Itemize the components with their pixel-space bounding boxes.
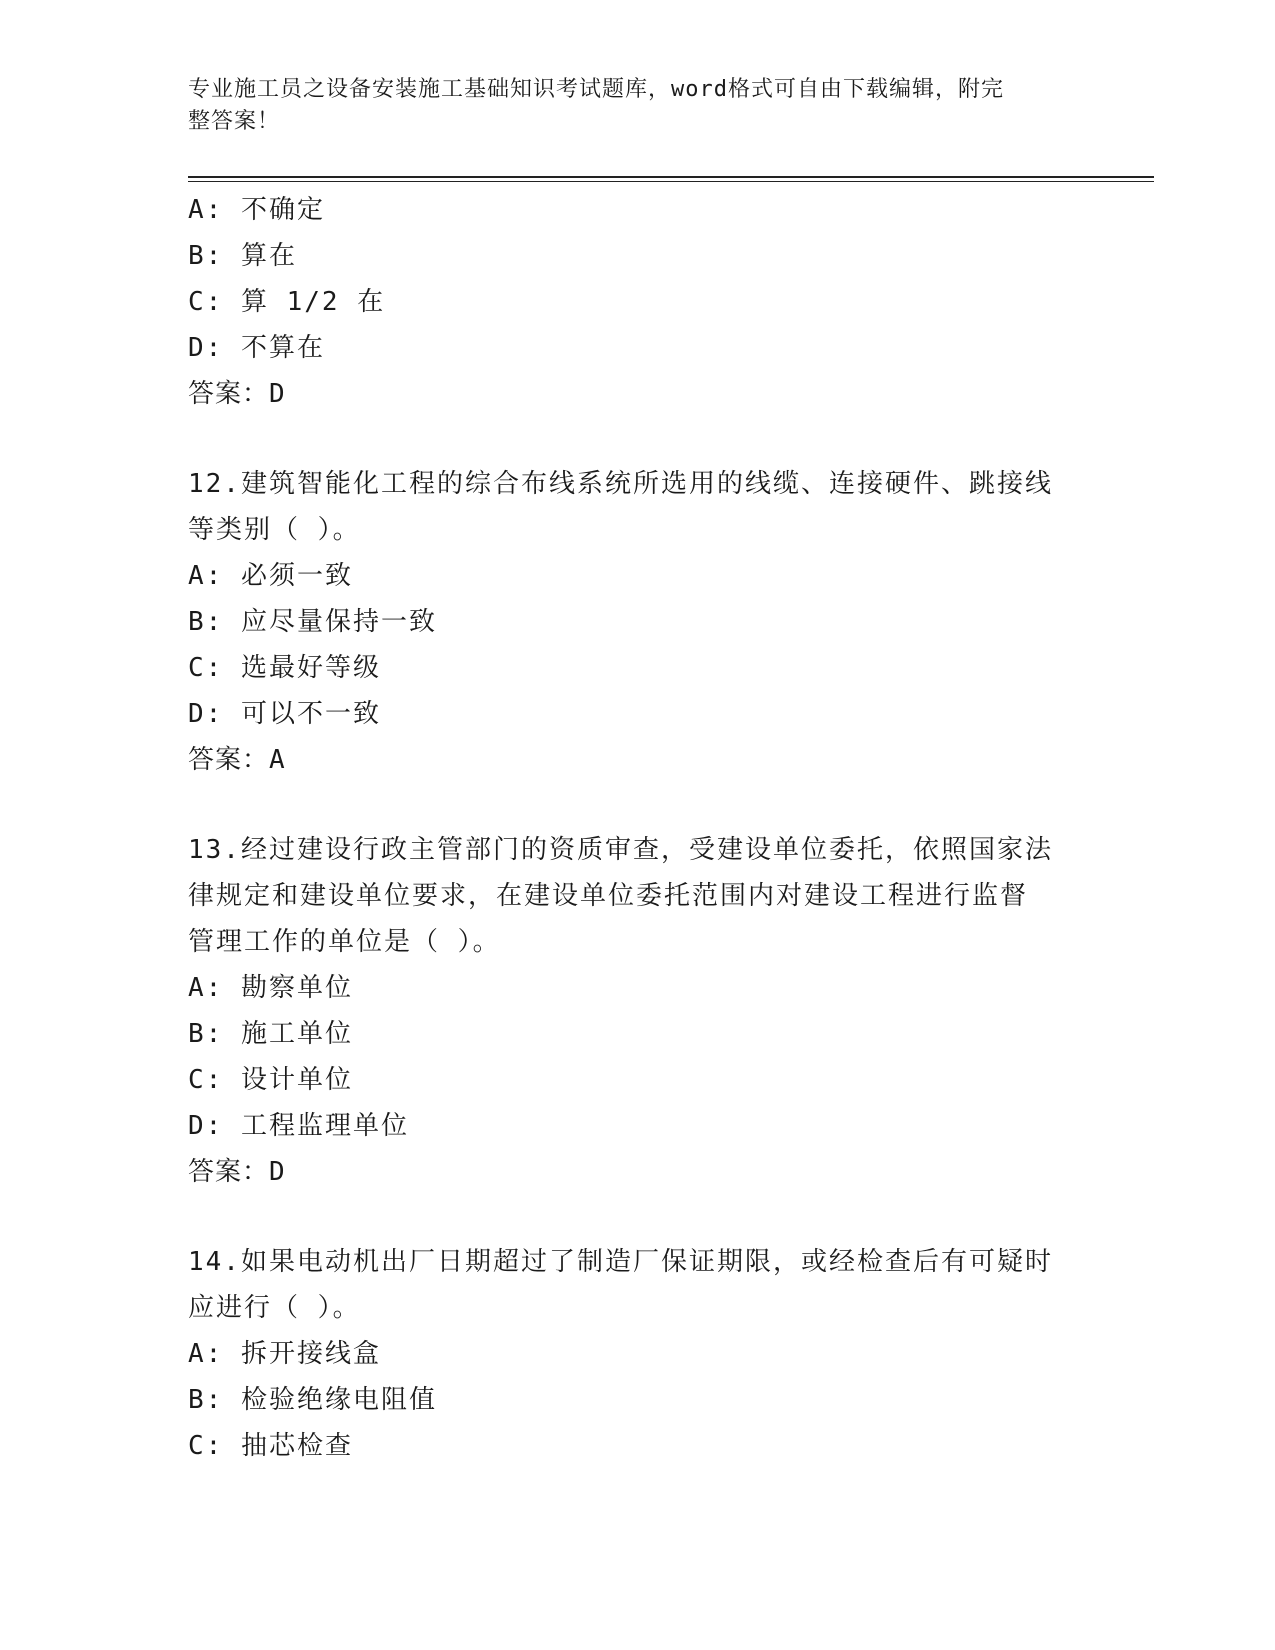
question-stem-line: 管理工作的单位是（ ）。: [188, 927, 501, 957]
question-stem-line: 12.建筑智能化工程的综合布线系统所选用的线缆、连接硬件、跳接线: [188, 469, 1053, 499]
option-a: A: 拆开接线盒: [188, 1339, 381, 1369]
answer: 答案：A: [188, 745, 286, 775]
header-divider-thick: [188, 176, 1154, 178]
option-a: A: 必须一致: [188, 561, 353, 591]
answer: 答案：D: [188, 379, 286, 409]
option-d: D: 不算在: [188, 333, 325, 363]
option-d: D: 可以不一致: [188, 699, 381, 729]
option-c: C: 算 1/2 在: [188, 287, 386, 317]
question-stem-line: 13.经过建设行政主管部门的资质审查，受建设单位委托，依照国家法: [188, 835, 1053, 865]
option-c: C: 抽芯检查: [188, 1431, 353, 1461]
question-list: [188, 187, 1088, 1469]
option-c: C: 选最好等级: [188, 653, 381, 683]
header-title-line-2: 整答案！: [188, 109, 281, 134]
option-d: D: 工程监理单位: [188, 1111, 409, 1141]
option-b: B: 算在: [188, 241, 297, 271]
question-13: [188, 827, 1088, 1195]
question-stem-line: 等类别（ ）。: [188, 515, 361, 545]
question-11-tail: [188, 187, 1088, 417]
option-a: A: 不确定: [188, 195, 325, 225]
question-12: [188, 461, 1088, 783]
header-divider-thin: [188, 181, 1154, 182]
document-header: [188, 74, 1088, 138]
question-stem-line: 律规定和建设单位要求，在建设单位委托范围内对建设工程进行监督: [188, 881, 1029, 911]
option-b: B: 应尽量保持一致: [188, 607, 437, 637]
answer: 答案：D: [188, 1157, 286, 1187]
header-title-line-1: 专业施工员之设备安装施工基础知识考试题库，word格式可自由下载编辑，附完: [188, 77, 1004, 102]
option-c: C: 设计单位: [188, 1065, 353, 1095]
question-stem-line: 14.如果电动机出厂日期超过了制造厂保证期限，或经检查后有可疑时: [188, 1247, 1053, 1277]
option-b: B: 施工单位: [188, 1019, 353, 1049]
option-a: A: 勘察单位: [188, 973, 353, 1003]
question-stem-line: 应进行（ ）。: [188, 1293, 361, 1323]
question-14: [188, 1239, 1088, 1469]
option-b: B: 检验绝缘电阻值: [188, 1385, 437, 1415]
